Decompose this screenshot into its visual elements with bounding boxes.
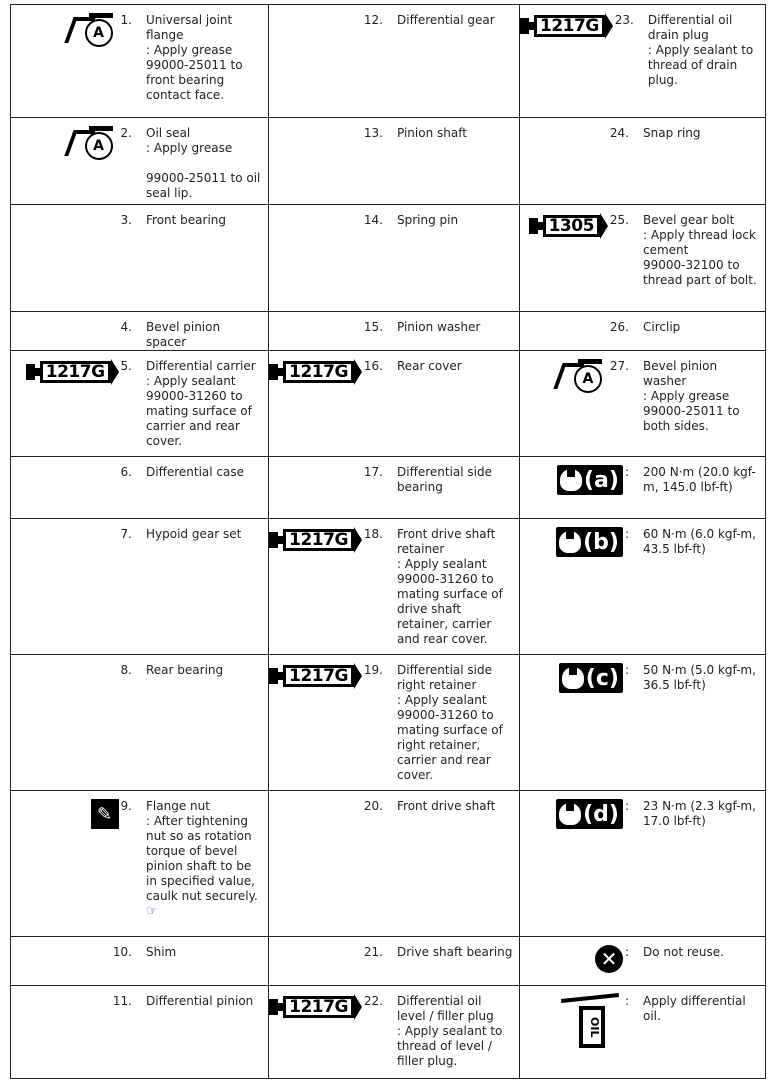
item-description: Shim (146, 945, 177, 959)
legend-icon-slot (520, 994, 623, 1050)
legend-icon-slot (520, 13, 613, 88)
legend-cell (520, 118, 766, 205)
item-number: 25. (609, 213, 629, 227)
legend-cell (269, 937, 520, 986)
item-description: Flange nut : After tightening nut so as rotation torque of bevel pinion shaft to be in specified value, caulk nut securely. ☞ (132, 799, 262, 919)
legend-row (11, 519, 766, 655)
item-number: 16. (363, 359, 383, 373)
legend-icon-slot (11, 945, 111, 960)
legend-cell (11, 5, 269, 118)
reference-link-icon[interactable]: ☞ (146, 904, 158, 919)
legend-icon-slot (11, 359, 119, 449)
grease-gun-icon: A (67, 126, 119, 160)
item-description: Differential gear (397, 13, 495, 27)
item-description: Bevel pinion washer : Apply grease 99000-25011 to both sides. (643, 359, 740, 433)
legend-cell (269, 986, 520, 1079)
legend-cell (11, 937, 269, 986)
item-description: 60 N·m (6.0 kgf-m, 43.5 lbf-ft) (643, 527, 756, 556)
legend-icon-slot (520, 527, 623, 557)
item-number: 20. (363, 799, 383, 813)
legend-icon-slot (269, 663, 362, 783)
item-number: 3. (120, 213, 132, 227)
grease-gun-icon: A (556, 359, 608, 393)
legend-cell (520, 791, 766, 937)
torque-wrench-icon: (b) (556, 527, 623, 557)
item-number: : (624, 945, 629, 959)
item-description: Rear bearing (146, 663, 224, 677)
legend-cell (520, 205, 766, 312)
legend-row (11, 5, 766, 118)
item-description: Differential side right retainer : Apply sealant 99000-31260 to mating surface of right retainer, carrier and rear cover. (397, 663, 503, 782)
legend-cell (520, 986, 766, 1079)
sealant-tube-icon: 1217G (269, 359, 362, 385)
item-description: Front bearing (146, 213, 227, 227)
item-number: 4. (120, 320, 132, 334)
item-description: Hypoid gear set (146, 527, 242, 541)
legend-icon-slot (520, 126, 608, 141)
legend-icon-slot (520, 799, 623, 829)
item-number: 1. (120, 13, 132, 27)
item-description: Pinion shaft (397, 126, 467, 140)
item-number: 17. (363, 465, 383, 479)
legend-cell (269, 118, 520, 205)
item-number: 19. (363, 663, 383, 677)
legend-icon-slot (269, 527, 362, 647)
legend-icon-slot (269, 799, 362, 814)
legend-icon-slot (11, 465, 119, 480)
legend-cell (269, 457, 520, 519)
legend-icon-slot (11, 663, 119, 678)
item-number: 13. (363, 126, 383, 140)
item-number: 9. (120, 799, 132, 813)
legend-icon-slot (11, 799, 119, 919)
legend-cell (11, 118, 269, 205)
legend-cell (520, 655, 766, 791)
legend-cell (520, 519, 766, 655)
item-number: 12. (363, 13, 383, 27)
item-description: Universal joint flange : Apply grease 99000-25011 to front bearing contact face. (146, 13, 243, 102)
item-description: 200 N·m (20.0 kgf-m, 145.0 lbf-ft) (643, 465, 756, 494)
legend-cell (269, 519, 520, 655)
legend-row (11, 791, 766, 937)
legend-cell (269, 312, 520, 351)
legend-cell (520, 5, 766, 118)
legend-row (11, 986, 766, 1079)
legend-icon-slot (269, 320, 362, 335)
item-description: Do not reuse. (643, 945, 724, 959)
legend-icon-slot (269, 359, 362, 385)
item-number: 8. (120, 663, 132, 677)
caulking-tool-icon: ✎ (91, 799, 119, 829)
item-number: 6. (120, 465, 132, 479)
item-description: Oil seal : Apply grease 99000-25011 to oil seal lip. (146, 126, 261, 200)
item-description: Pinion washer (397, 320, 481, 334)
legend-cell (269, 351, 520, 457)
item-number: 14. (363, 213, 383, 227)
torque-wrench-icon: (a) (557, 465, 623, 495)
item-description: Differential pinion (146, 994, 254, 1008)
item-description: Front drive shaft retainer : Apply sealant 99000-31260 to mating surface of drive shaft retainer, carrier and rear cover. (397, 527, 503, 646)
legend-icon-slot (520, 465, 623, 495)
legend-row (11, 351, 766, 457)
legend-icon-slot (11, 126, 119, 201)
item-number: : (624, 994, 629, 1008)
item-description: Differential oil drain plug : Apply sealant to thread of drain plug. (647, 13, 754, 87)
legend-cell (11, 791, 269, 937)
grease-gun-icon: A (67, 13, 119, 47)
item-number: 18. (363, 527, 383, 541)
item-number: : (624, 799, 629, 813)
legend-cell (520, 351, 766, 457)
item-description: Drive shaft bearing (397, 945, 513, 959)
item-number: 21. (363, 945, 383, 959)
legend-cell (11, 655, 269, 791)
legend-icon-slot (520, 945, 623, 973)
legend-row (11, 457, 766, 519)
item-number: 5. (120, 359, 132, 373)
item-number: 24. (609, 126, 629, 140)
legend-icon-slot (520, 320, 608, 335)
item-description: 23 N·m (2.3 kgf-m, 17.0 lbf-ft) (643, 799, 756, 828)
sealant-tube-icon: 1217G (269, 994, 362, 1020)
item-description: Rear cover (397, 359, 462, 373)
item-description: Spring pin (397, 213, 459, 227)
legend-icon-slot (520, 359, 608, 434)
legend-cell (11, 312, 269, 351)
item-number: 11. (112, 994, 132, 1008)
parts-legend-table (10, 4, 766, 1079)
legend-cell (11, 205, 269, 312)
legend-cell (11, 519, 269, 655)
item-description: Front drive shaft (397, 799, 496, 813)
thread-lock-tube-icon: 1305 (529, 213, 608, 239)
legend-cell (269, 5, 520, 118)
oil-can-icon: OIL (561, 994, 623, 1050)
legend-row (11, 205, 766, 312)
item-description: Differential carrier : Apply sealant 99000-31260 to mating surface of carrier and rear cover. (146, 359, 256, 448)
item-number: 7. (120, 527, 132, 541)
legend-cell (269, 205, 520, 312)
item-description: Snap ring (643, 126, 701, 140)
item-description: Circlip (643, 320, 681, 334)
sealant-tube-icon: 1217G (269, 527, 362, 553)
sealant-tube-icon: 1217G (269, 663, 362, 689)
item-number: : (624, 465, 629, 479)
legend-icon-slot (11, 13, 119, 103)
item-number: : (624, 663, 629, 677)
legend-icon-slot (269, 126, 362, 141)
legend-icon-slot (269, 994, 362, 1069)
item-description: Bevel pinion spacer (146, 320, 221, 349)
item-number: 2. (120, 126, 132, 140)
sealant-tube-icon: 1217G (26, 359, 119, 385)
item-description: Bevel gear bolt : Apply thread lock cement 99000-32100 to thread part of bolt. (643, 213, 757, 287)
legend-cell (520, 937, 766, 986)
legend-icon-slot (11, 527, 119, 542)
item-number: 22. (363, 994, 383, 1008)
legend-icon-slot (269, 945, 362, 960)
item-description: Apply differential oil. (643, 994, 746, 1023)
item-description: Differential oil level / filler plug : Apply sealant to thread of level / filler plug. (397, 994, 503, 1068)
item-number: 26. (609, 320, 629, 334)
item-number: 23. (614, 13, 634, 27)
legend-icon-slot (11, 994, 111, 1009)
do-not-reuse-icon: ✕ (595, 945, 623, 973)
legend-icon-slot (11, 320, 119, 350)
legend-icon-slot (269, 465, 362, 495)
item-description: Differential side bearing (397, 465, 493, 494)
legend-icon-slot (520, 663, 623, 693)
legend-icon-slot (11, 213, 119, 228)
legend-cell (269, 655, 520, 791)
item-number: 10. (112, 945, 132, 959)
legend-row (11, 937, 766, 986)
item-description: Differential case (146, 465, 245, 479)
legend-cell (11, 457, 269, 519)
sealant-tube-icon: 1217G (520, 13, 613, 39)
legend-cell (11, 351, 269, 457)
legend-cell (520, 312, 766, 351)
legend-icon-slot (520, 213, 608, 288)
item-description: 50 N·m (5.0 kgf-m, 36.5 lbf-ft) (643, 663, 756, 692)
item-number: 27. (609, 359, 629, 373)
legend-row (11, 118, 766, 205)
legend-cell (520, 457, 766, 519)
item-number: : (624, 527, 629, 541)
legend-row (11, 655, 766, 791)
item-number: 15. (363, 320, 383, 334)
torque-wrench-icon: (c) (559, 663, 623, 693)
legend-row (11, 312, 766, 351)
legend-cell (269, 791, 520, 937)
legend-icon-slot (269, 13, 362, 28)
torque-wrench-icon: (d) (556, 799, 623, 829)
legend-icon-slot (269, 213, 362, 228)
legend-cell (11, 986, 269, 1079)
